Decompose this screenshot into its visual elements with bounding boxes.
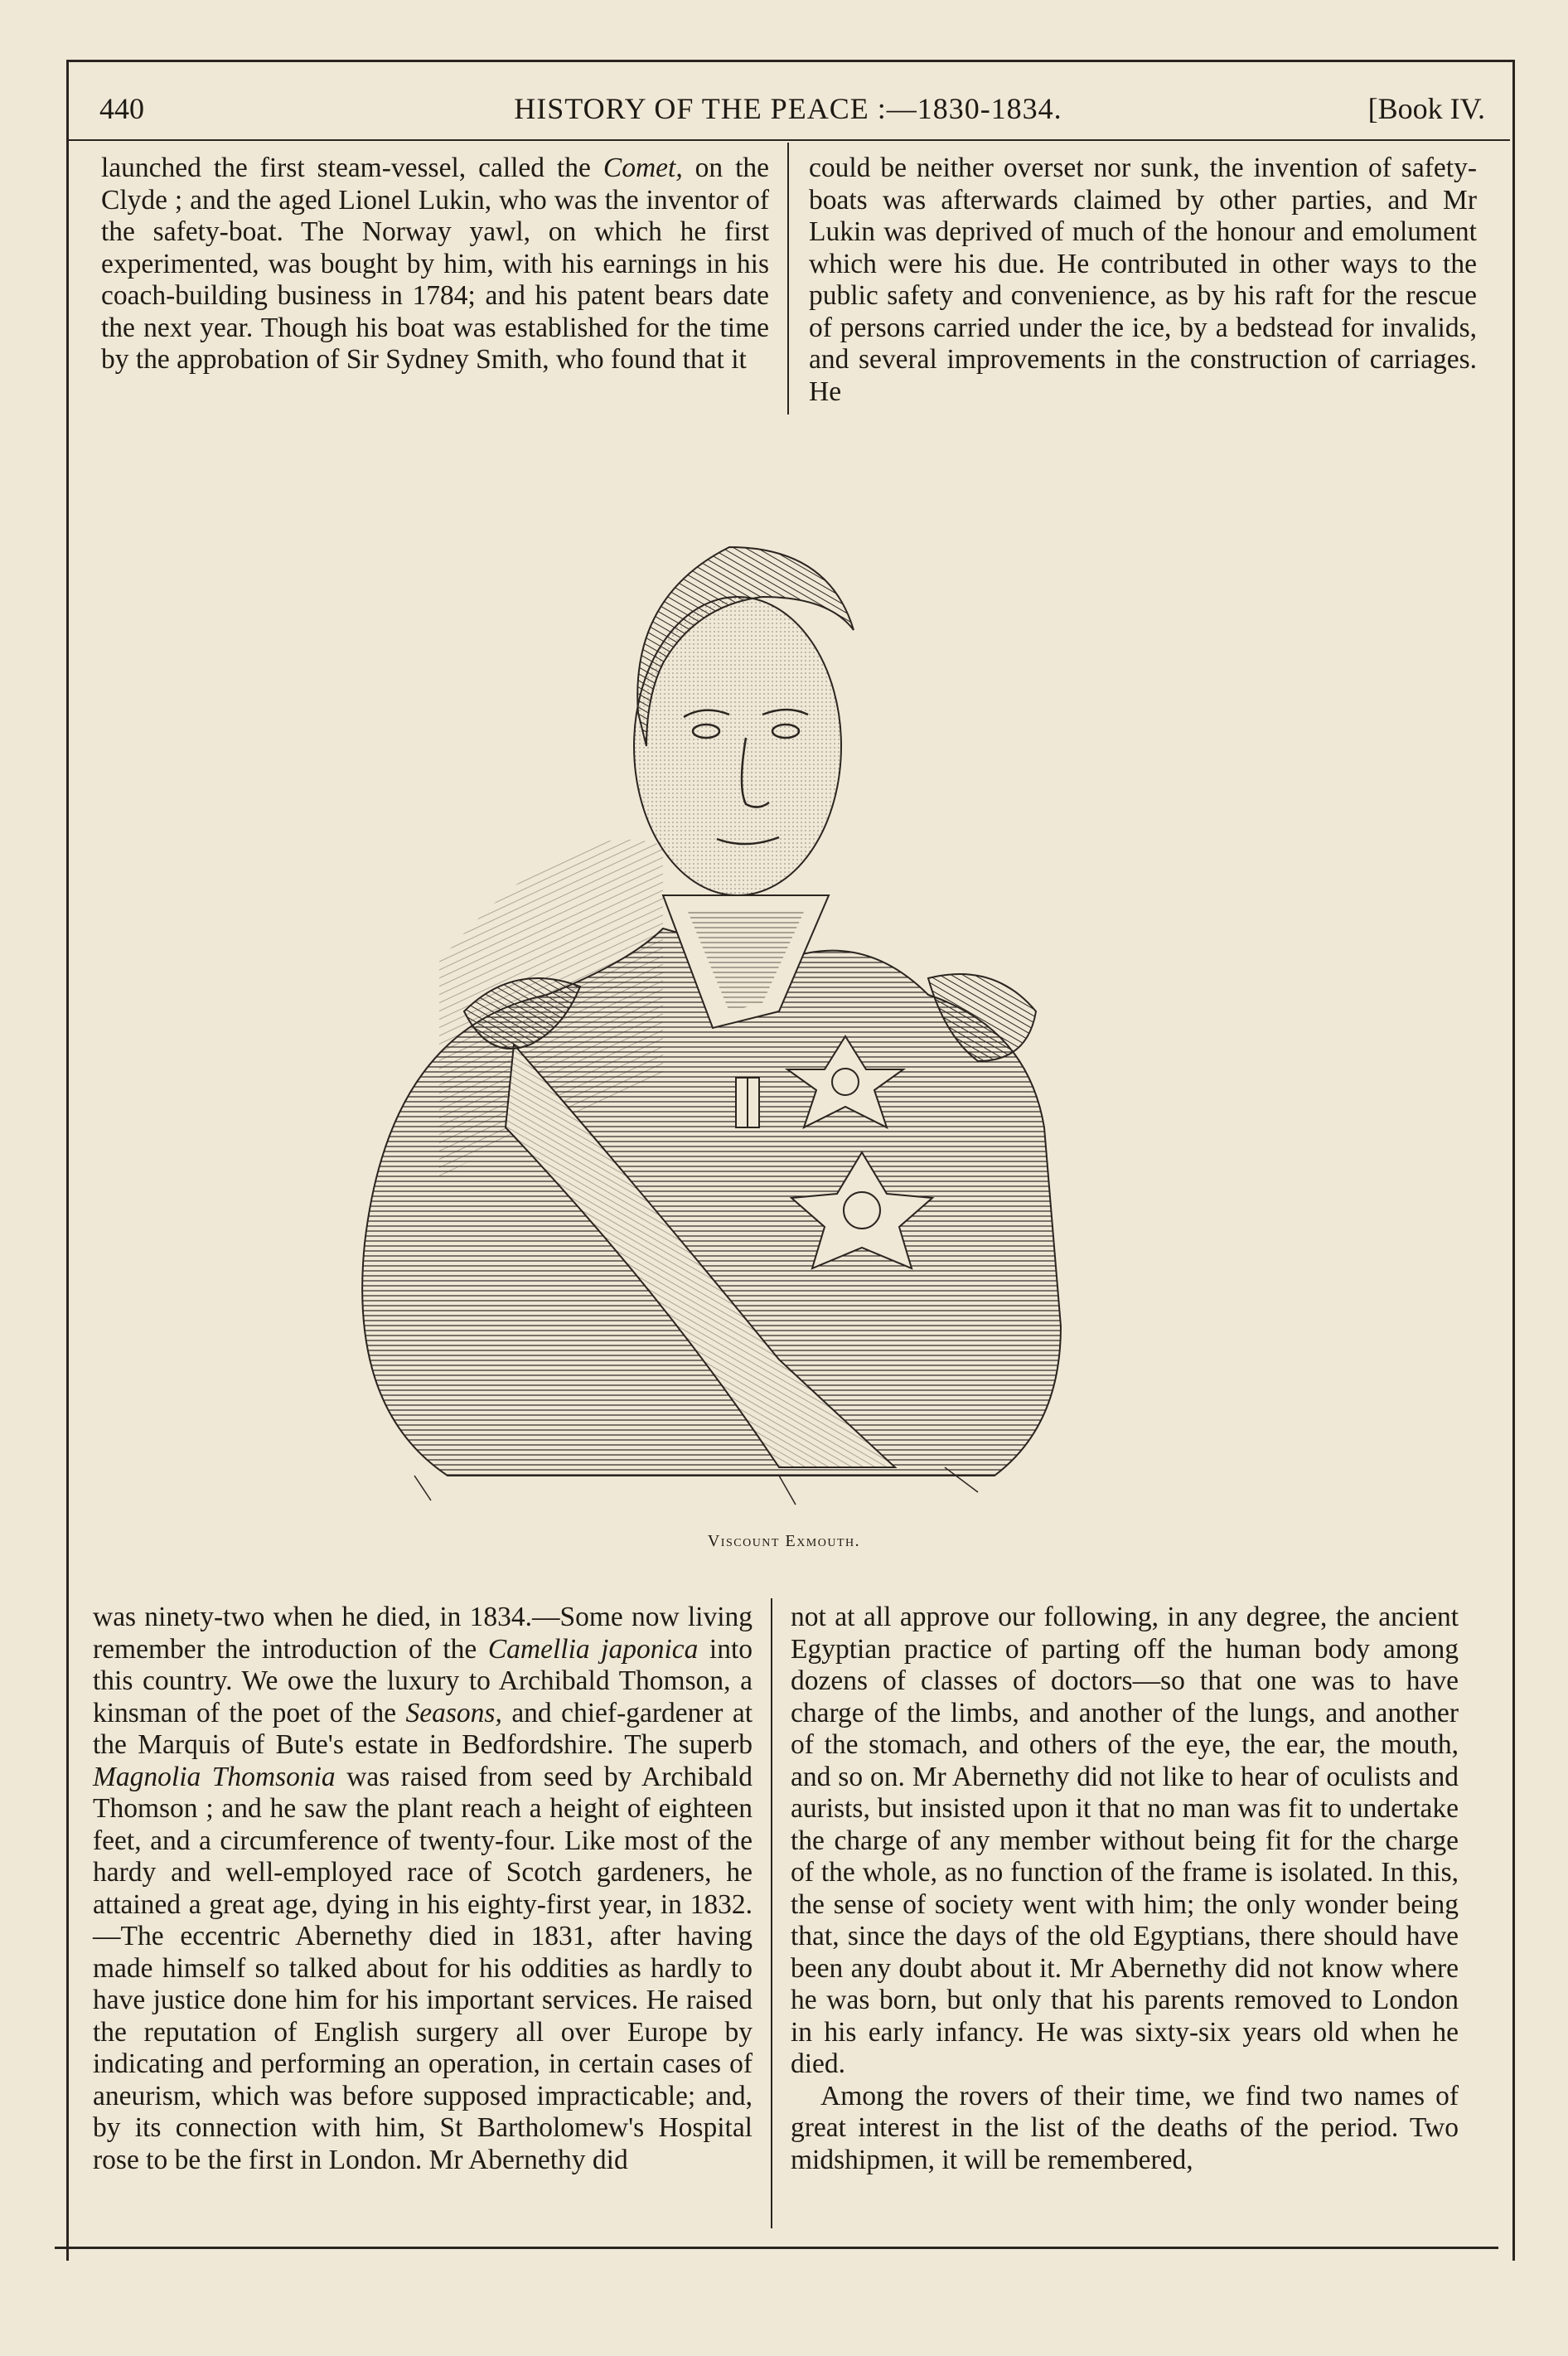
book-label: [Book IV. (1367, 92, 1485, 125)
page-number: 440 (99, 92, 144, 125)
top-right-paragraph: could be neither overset nor sunk, the invention of safety-boats was afterwards claimed by other parties, and Mr Lukin was deprived of much of the honour and emolument which were his due. He contributed in other ways to the public safety and convenience, as by his raft for the rescue of persons carried under the ice, by a bedstead for invalids, and several improvements in the construction of carriages. He (809, 153, 1477, 407)
running-title: HISTORY OF THE PEACE :—1830-1834. (514, 92, 1062, 125)
magnolia-italic: Magnolia Thomsonia (93, 1761, 336, 1792)
bottom-left-column (93, 1602, 753, 2176)
top-left-paragraph: launched the first steam-vessel, called the Comet, on the Clyde ; and the aged Lionel Lukin, who was the inventor of the safety-boat. The Norway yawl, on which he first experimented, was bought by him, with his earnings in his coach-building business in 1784; and his patent bears date the next year. Though his boat was established for the time by the approbation of Sir Sydney Smith, who found that it (101, 153, 770, 375)
portrait-engraving (315, 497, 1227, 1517)
top-right-column (809, 153, 1477, 408)
bottom-right-paragraph-2: Among the rovers of their time, we find two names of great interest in the list of the deaths of the period. Two midshipmen, it will be remembered, (791, 2080, 1459, 2175)
bottom-right-paragraph-1: not at all approve our following, in any degree, the ancient Egyptian practice of parting off the human body among dozens of classes of doctors—so that one was to have charge of the limbs, and another of the lungs, and another of the stomach, and others of the eye, the ear, the mouth, and so on. Mr Abernethy did not like to hear of oculists and aurists, but insisted upon it that no man was fit to undertake the charge of any member without being fit for the charge of the whole, as no function of the frame is isolated. In this, the sense of society went with him; the only wonder being that, since the days of the old Egyptians, there should have been any doubt about it. Mr Abernethy did not know where he was born, but only that his parents removed to London in his early infancy. He was sixty-six years old when he died. (791, 1602, 1459, 2079)
running-header (66, 80, 1510, 141)
bottom-left-paragraph: was ninety-two when he died, in 1834.—Some now living remember the introduction of the Camellia japonica into this country. We owe the luxury to Archibald Thomson, a kinsman of the poet of the Seasons, and chief-gardener at the Marquis of Bute's estate in Bedfordshire. The superb Magnolia Thomsonia was raised from seed by Archibald Thomson ; and he saw the plant reach a height of eighteen feet, and a circumference of twenty-four. Like most of the hardy and well-employed race of Scotch gardeners, he attained a great age, dying in his eighty-first year, in 1832.—The eccentric Abernethy died in 1831, after having made himself so talked about for his oddities as hardly to have justice done him for his important services. He raised the reputation of English surgery all over Europe by indicating and performing an operation, in certain cases of aneurism, which was before supposed impracticable; and, by its connection with him, St Bartholomew's Hospital rose to be the first in London. Mr Abernethy did (93, 1602, 753, 2175)
top-left-column (101, 153, 769, 376)
footer-rule (55, 2247, 1498, 2249)
seasons-italic: Seasons, (405, 1697, 502, 1728)
camellia-italic: Camellia japonica (487, 1633, 699, 1665)
figure-caption: Viscount Exmouth. (707, 1532, 861, 1550)
comet-italic: Comet, (603, 153, 683, 183)
portrait-illustration (315, 497, 1227, 1517)
column-divider-top (787, 143, 789, 414)
bottom-right-column (791, 1602, 1459, 2176)
column-divider-bottom (771, 1598, 772, 2228)
